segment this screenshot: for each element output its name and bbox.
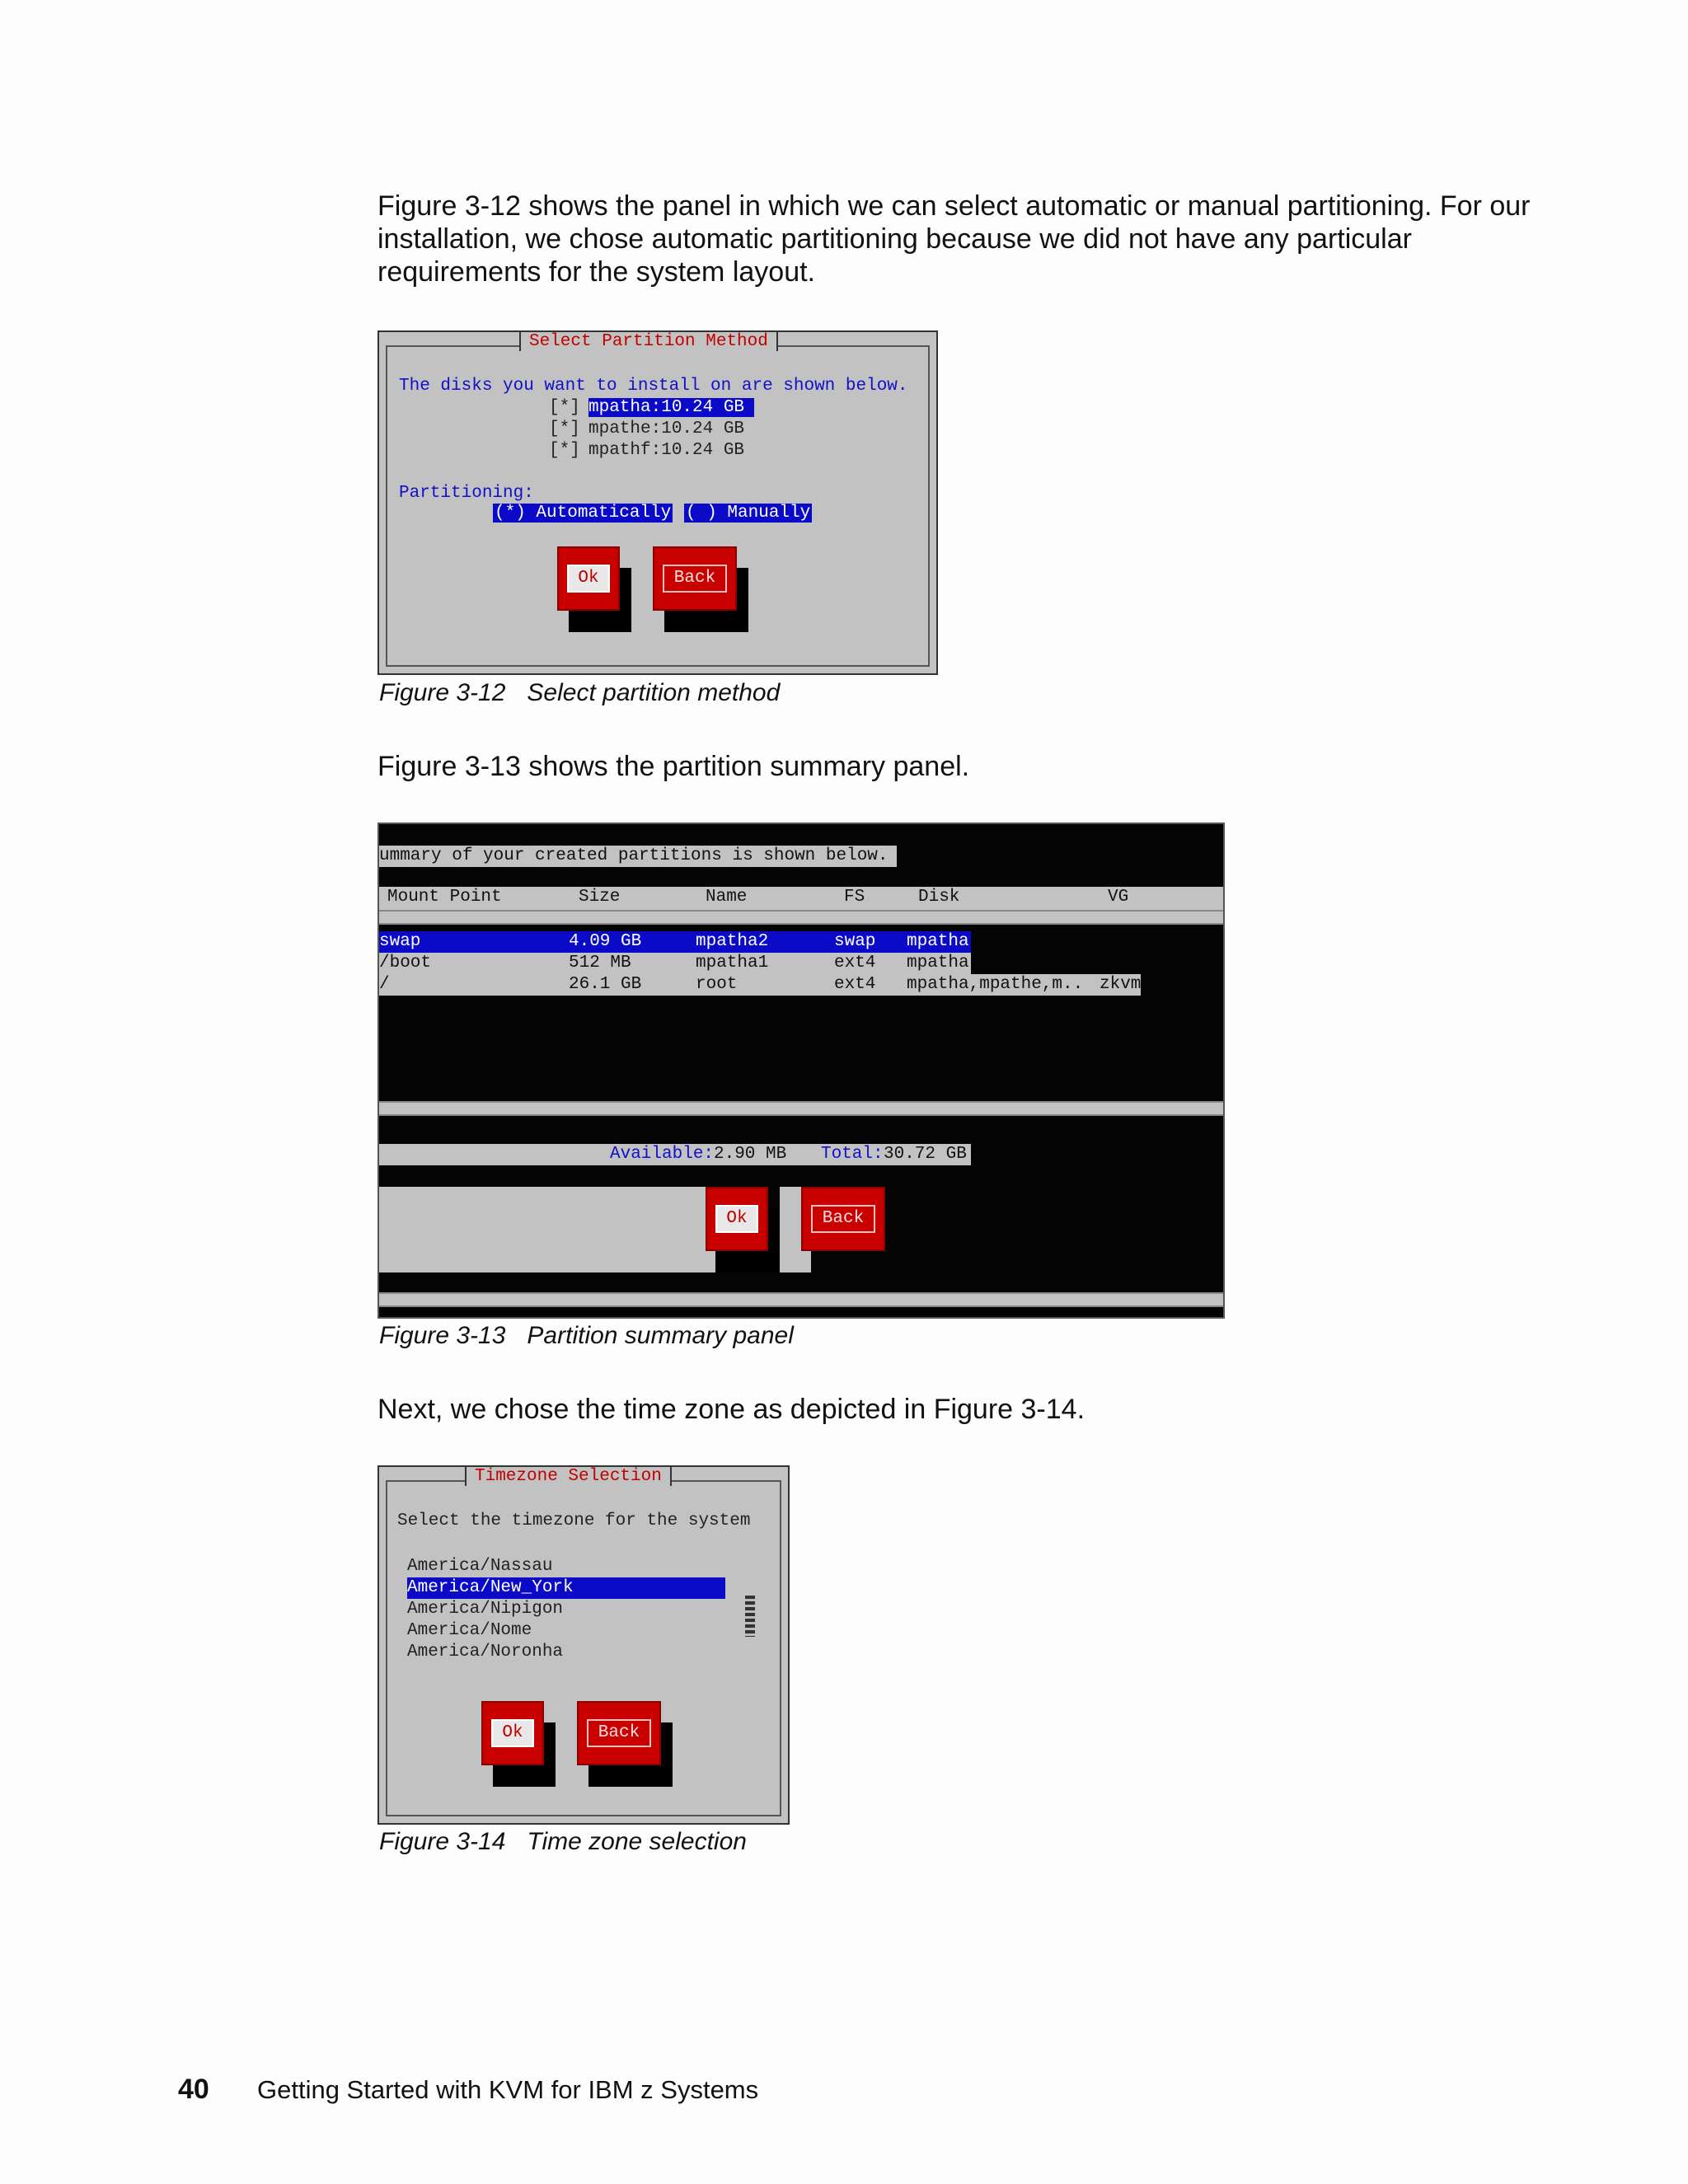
list-item[interactable]: America/Noronha <box>407 1643 564 1661</box>
table-row[interactable] <box>379 974 1141 996</box>
list-item[interactable]: America/Nome <box>407 1621 532 1640</box>
ok-button[interactable] <box>706 1187 768 1251</box>
row-size: 26.1 GB <box>569 975 642 994</box>
table-bottom-separator <box>379 1101 1223 1116</box>
paragraph-intro-partitioning: Figure 3-12 shows the panel in which we can select automatic or manual partitioning. For our installation, we chose automatic partitioning because we did not have any particular requirements for the system layout. <box>377 190 1531 288</box>
caption-number: Figure 3-12 <box>379 679 506 706</box>
disk-checkbox-1[interactable]: [*] <box>549 398 580 417</box>
back-button-label: Back <box>663 565 727 593</box>
table-header-row <box>379 887 1223 910</box>
partition-summary-panel <box>377 823 1225 1319</box>
back-button[interactable] <box>801 1187 885 1251</box>
row-name: root <box>696 975 738 994</box>
row-vg: zkvm <box>1100 975 1142 994</box>
disk-checkbox-3[interactable]: [*] <box>549 441 580 460</box>
caption-number: Figure 3-13 <box>379 1322 506 1349</box>
timezone-intro-text: Select the timezone for the system <box>397 1511 751 1530</box>
book-title: Getting Started with KVM for IBM z Systems <box>257 2075 759 2104</box>
select-partition-method-dialog <box>377 330 938 675</box>
header-mount-point: Mount Point <box>387 888 502 907</box>
available-label: Available: <box>610 1145 715 1164</box>
row-size: 4.09 GB <box>569 932 642 951</box>
ok-button-label: Ok <box>715 1205 758 1233</box>
table-row[interactable] <box>379 931 971 953</box>
back-button-label: Back <box>587 1719 651 1747</box>
figure-3-12-caption <box>379 679 780 707</box>
row-mount: swap <box>379 932 421 951</box>
header-size: Size <box>579 888 621 907</box>
caption-text: Time zone selection <box>527 1828 747 1855</box>
caption-number: Figure 3-14 <box>379 1828 506 1855</box>
disk-option-1[interactable]: mpatha:10.24 GB <box>588 398 754 417</box>
dialog-title: Timezone Selection <box>465 1467 672 1486</box>
button-bar-left <box>379 1187 715 1272</box>
row-name: mpatha2 <box>696 932 769 951</box>
row-mount: / <box>379 975 390 994</box>
radio-automatically[interactable]: (*) Automatically <box>495 504 672 523</box>
paragraph-summary: Figure 3-13 shows the partition summary panel. <box>377 751 970 782</box>
list-item[interactable]: America/Nassau <box>407 1557 553 1576</box>
timezone-list[interactable] <box>407 1556 725 1663</box>
disks-intro-text: The disks you want to install on are shown below. <box>399 377 908 396</box>
row-disk: mpatha <box>907 954 969 972</box>
panel-bottom-separator <box>379 1292 1223 1307</box>
row-size: 512 MB <box>569 954 631 972</box>
header-separator <box>379 910 1223 925</box>
ok-button-label: Ok <box>491 1719 534 1747</box>
ok-button[interactable] <box>481 1701 544 1765</box>
row-name: mpatha1 <box>696 954 769 972</box>
disk-option-2[interactable]: mpathe:10.24 GB <box>588 419 745 438</box>
back-button-label: Back <box>811 1205 875 1233</box>
total-value: 30.72 GB <box>884 1145 967 1164</box>
available-value: 2.90 MB <box>714 1145 787 1164</box>
list-scrollbar[interactable] <box>745 1596 755 1637</box>
page-number: 40 <box>178 2074 209 2105</box>
radio-manually[interactable]: ( ) Manually <box>686 504 811 523</box>
caption-text: Select partition method <box>527 679 781 706</box>
back-button[interactable] <box>653 546 737 611</box>
caption-text: Partition summary panel <box>527 1322 794 1349</box>
disk-option-3[interactable]: mpathf:10.24 GB <box>588 441 745 460</box>
row-disk: mpatha,mpathe,m.. <box>907 975 1084 994</box>
ok-button[interactable] <box>557 546 620 611</box>
size-summary-bar <box>379 1144 971 1165</box>
back-button[interactable] <box>577 1701 661 1765</box>
header-name: Name <box>706 888 748 907</box>
table-row[interactable] <box>379 953 971 974</box>
list-item[interactable]: America/Nipigon <box>407 1600 564 1619</box>
row-disk: mpatha <box>907 932 969 951</box>
dialog-title: Select Partition Method <box>519 332 778 351</box>
figure-3-14-caption <box>379 1828 747 1856</box>
row-fs: ext4 <box>834 975 876 994</box>
row-fs: ext4 <box>834 954 876 972</box>
ok-button-label: Ok <box>567 565 610 593</box>
header-disk: Disk <box>918 888 960 907</box>
total-label: Total: <box>821 1145 884 1164</box>
list-item-selected[interactable]: America/New_York <box>407 1577 725 1599</box>
timezone-selection-dialog <box>377 1465 790 1825</box>
header-fs: FS <box>844 888 865 907</box>
figure-3-13-caption <box>379 1322 794 1350</box>
summary-heading: ummary of your created partitions is shown below. <box>379 846 897 867</box>
row-fs: swap <box>834 932 876 951</box>
header-vg: VG <box>1108 888 1129 907</box>
disk-checkbox-2[interactable]: [*] <box>549 419 580 438</box>
paragraph-timezone: Next, we chose the time zone as depicted in Figure 3-14. <box>377 1394 1085 1425</box>
row-mount: /boot <box>379 954 432 972</box>
partitioning-label: Partitioning: <box>399 484 534 503</box>
